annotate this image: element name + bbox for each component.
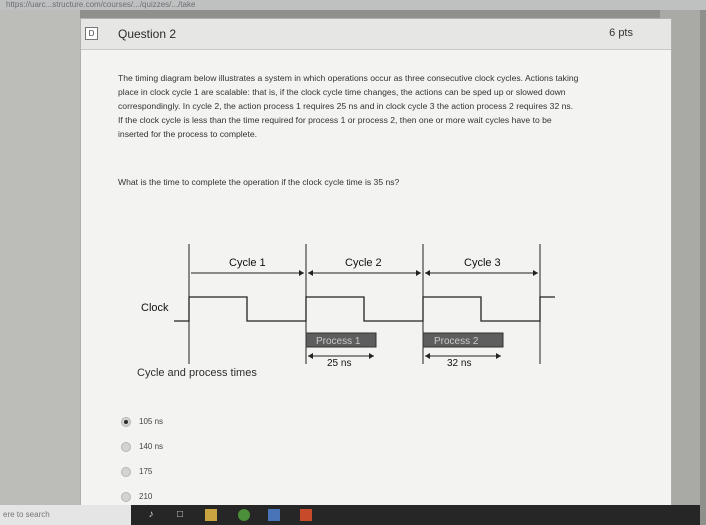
diagram-caption: Cycle and process times [137,367,257,379]
taskbar [0,505,700,525]
left-sidebar [0,10,80,505]
question-title: Question 2 [118,27,177,41]
answer-option-label: 210 [139,492,153,501]
radio-button[interactable] [121,442,131,452]
timing-diagram [141,229,569,369]
address-bar[interactable]: https://uarc...structure.com/courses/.../quizzes/.../take [0,0,706,10]
file-explorer-icon[interactable] [205,509,217,521]
question-card [80,18,672,507]
clock-label: Clock [141,302,169,314]
question-text: The timing diagram below illustrates a system in which operations occur as three consecutive clock cycles. Actions taking place in clock cycle 1 are scalable: that is, if the clock cycle time changes, the actions can be sped up or slowed down correspondingly. In cycle 2, the action process 1 requires 25 ns and in clock cycle 3 the action process 2 requires 32 ns. If the clock cycle is less than the time required for process 1 or process 2, then one or more wait cycles have to be inserted for the process to complete. [118,73,579,139]
process-2-time: 32 ns [447,358,472,369]
answer-option-2[interactable] [121,434,163,459]
radio-button[interactable] [121,467,131,477]
answer-option-label: 140 ns [139,442,164,451]
chrome-icon[interactable] [238,509,250,521]
question-header [81,19,671,50]
flag-icon[interactable]: D [85,27,98,40]
question-prompt: What is the time to complete the operation if the clock cycle time is 35 ns? [118,177,400,187]
process-1-time: 25 ns [327,358,352,369]
process-1-label: Process 1 [316,336,361,347]
clock-waveform [174,297,555,321]
process-2-label: Process 2 [434,336,479,347]
question-points: 6 pts [609,27,633,39]
answer-option-label: 175 [139,467,153,476]
cycle-3-label: Cycle 3 [464,257,501,269]
cycle-1-label: Cycle 1 [229,257,266,269]
radio-button-selected[interactable] [121,417,131,427]
task-view-icon[interactable]: □ [176,509,184,520]
radio-button[interactable] [121,492,131,502]
powerpoint-icon[interactable] [300,509,312,521]
taskbar-search-input[interactable]: ere to search [0,505,131,525]
cycle-2-label: Cycle 2 [345,257,382,269]
answer-options [121,409,163,509]
answer-option-label: 105 ns [139,417,164,426]
answer-option-3[interactable] [121,459,163,484]
store-icon[interactable] [268,509,280,521]
microphone-icon[interactable]: ♪ [148,509,154,520]
answer-option-1[interactable] [121,409,163,434]
